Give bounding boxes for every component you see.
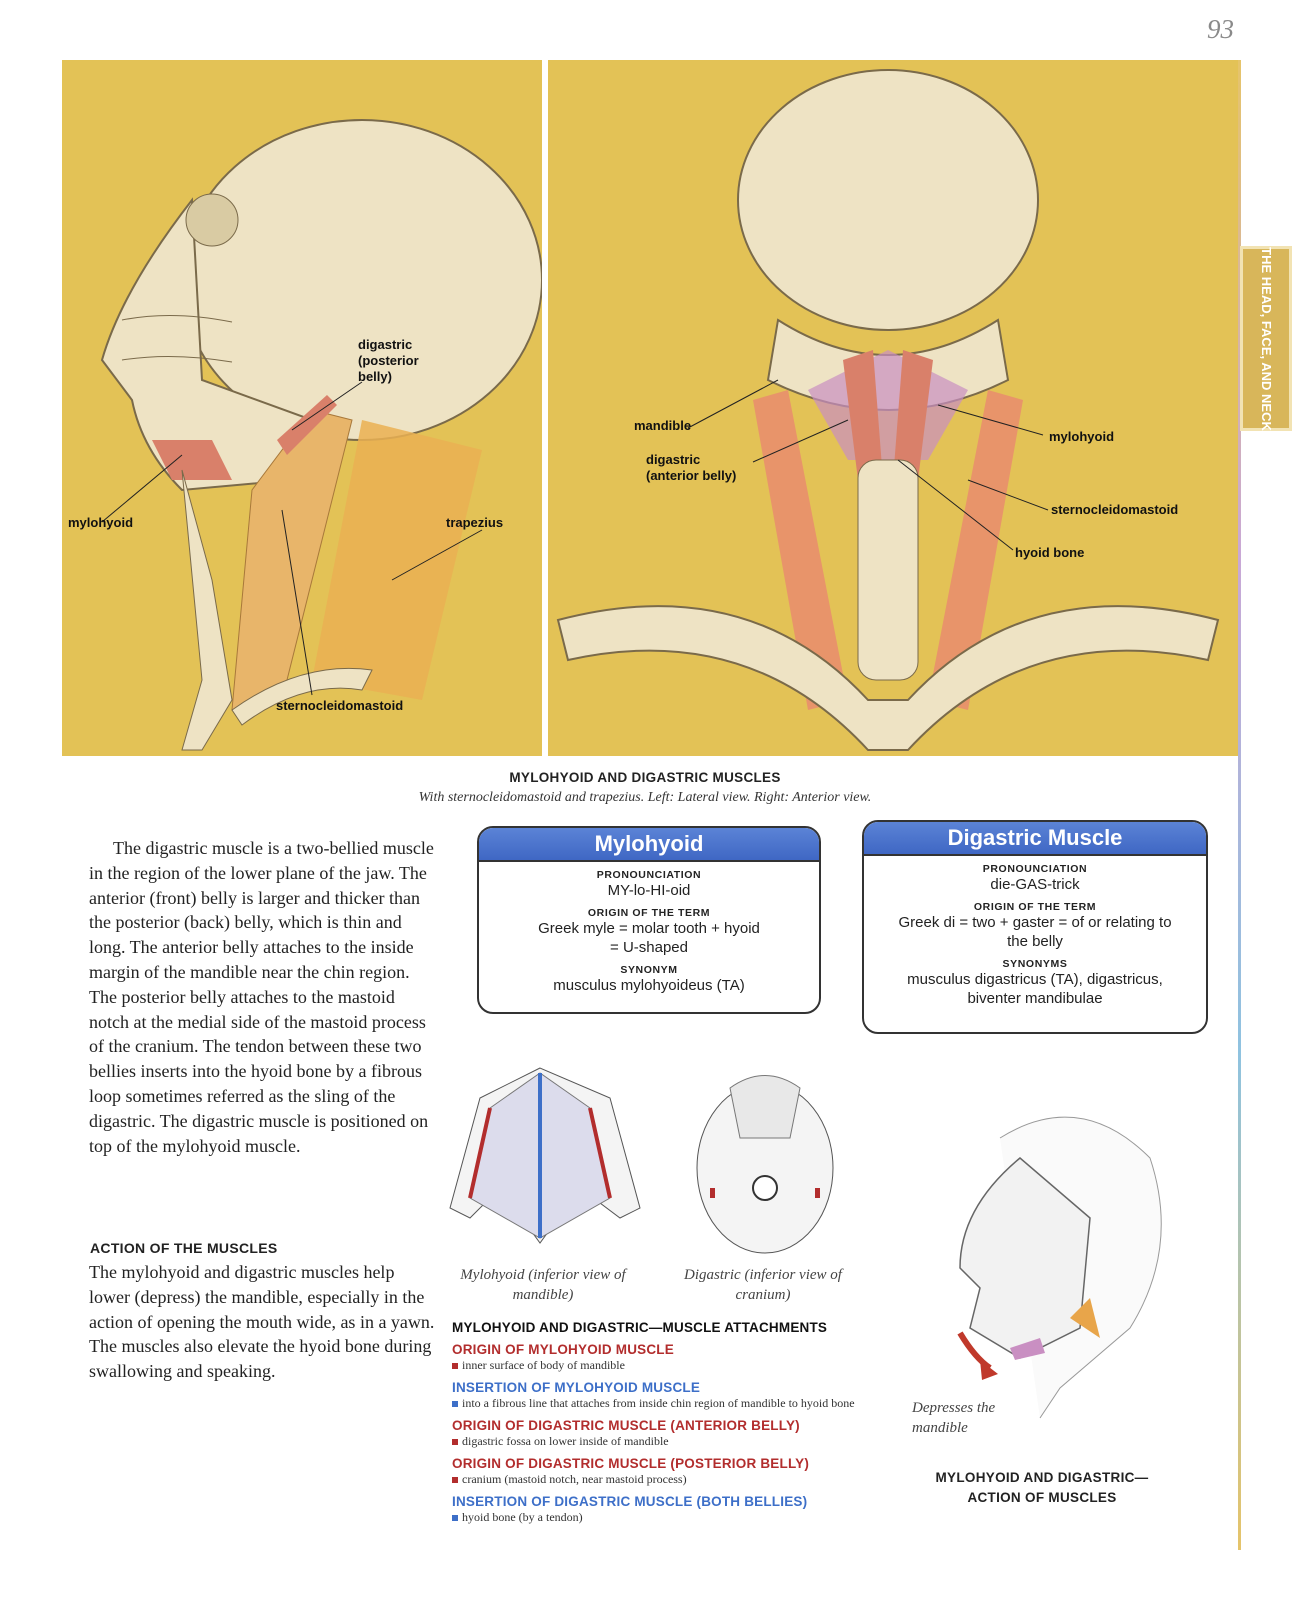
action-figure-caption: Depresses the mandible	[912, 1400, 996, 1436]
card-key: ORIGIN OF THE TERM	[587, 907, 711, 919]
origin-mylohyoid-heading: ORIGIN OF MYLOHYOID MUSCLE	[452, 1342, 674, 1357]
card-value: musculus digastricus (TA), digastricus, biventer mandibulae	[907, 971, 1163, 1007]
digastric-card-title: Digastric Muscle	[864, 822, 1206, 856]
action-figure-title: MYLOHYOID AND DIGASTRIC— ACTION OF MUSCLES	[935, 1470, 1149, 1505]
origin-mylohyoid-detail	[452, 1357, 882, 1373]
insertion-digastric-heading: INSERTION OF DIGASTRIC MUSCLE (BOTH BELLIES)	[452, 1494, 808, 1509]
attachments-title: MYLOHYOID AND DIGASTRIC—MUSCLE ATTACHMENTS	[452, 1320, 828, 1335]
card-value: Greek myle = molar tooth + hyoid = U-shaped	[538, 920, 760, 956]
attachments-section	[452, 1320, 882, 1525]
lateral-view-drawing	[62, 60, 542, 756]
insertion-digastric-detail	[452, 1509, 882, 1525]
top-figure-subtitle: With sternocleidomastoid and trapezius. Left: Lateral view. Right: Anterior view.	[418, 790, 872, 805]
card-key: PRONOUNCIATION	[596, 869, 702, 881]
label-sternocleidomastoid-right: sternocleidomastoid	[1051, 502, 1179, 517]
body-paragraph	[89, 836, 435, 1158]
card-key: SYNONYM	[620, 964, 678, 976]
digastric-figure-caption: Digastric (inferior view of cranium)	[684, 1267, 842, 1303]
attachment-text: cranium (mastoid notch, near mastoid process)	[462, 1472, 687, 1486]
origin-digastric-anterior-detail	[452, 1433, 882, 1449]
lateral-view-illustration	[62, 60, 542, 756]
label-mylohyoid-right: mylohyoid	[1049, 429, 1115, 444]
body-paragraph-text: The digastric muscle is a two-bellied muscle in the region of the lower plane of the jaw. The anterior (front) belly is larger and thicker than the posterior (back) belly, which is thin and long. The anterior belly attaches to the inside margin of the mandible near the chin region. The posterior belly attaches to the mastoid notch at the medial side of the mastoid process of the cranium. The tendon between these two bellies inserts into the hyoid bone by a fibrous loop sometimes referred as the sling of the digastric. The digastric muscle is positioned on top of the mylohyoid muscle.	[89, 838, 434, 1156]
label-mylohyoid-left: mylohyoid	[68, 515, 134, 530]
card-key: PRONOUNCIATION	[982, 863, 1088, 875]
label-digastric-posterior: digastric (posterior belly)	[358, 337, 419, 384]
chapter-tab-label: THE HEAD, FACE, AND NECK	[1259, 246, 1274, 431]
label-mandible: mandible	[634, 418, 692, 433]
mylohyoid-card-title: Mylohyoid	[479, 828, 819, 862]
origin-digastric-anterior-heading: ORIGIN OF DIGASTRIC MUSCLE (ANTERIOR BELLY)	[452, 1418, 800, 1433]
digastric-card	[862, 820, 1208, 1034]
label-trapezius: trapezius	[446, 515, 504, 530]
mylohyoid-inferior-figure	[440, 1058, 650, 1258]
digastric-inferior-figure	[690, 1058, 840, 1258]
origin-marker-icon	[452, 1363, 458, 1369]
insertion-marker-icon	[452, 1515, 458, 1521]
insertion-mylohyoid-heading: INSERTION OF MYLOHYOID MUSCLE	[452, 1380, 701, 1395]
origin-marker-icon	[452, 1477, 458, 1483]
top-figure-title: MYLOHYOID AND DIGASTRIC MUSCLES	[509, 770, 781, 785]
action-heading: ACTION OF THE MUSCLES	[90, 1240, 278, 1256]
attachment-text: inner surface of body of mandible	[462, 1358, 625, 1372]
anterior-view-illustration	[548, 60, 1238, 756]
card-value: Greek di = two + gaster = of or relating to the belly	[898, 914, 1172, 950]
label-sternocleidomastoid-left: sternocleidomastoid	[276, 698, 404, 713]
card-value: die-GAS-trick	[990, 876, 1080, 893]
mylohyoid-card	[477, 826, 821, 1014]
action-head-figure	[920, 1098, 1180, 1428]
card-key: SYNONYMS	[1002, 958, 1068, 970]
attachment-text: hyoid bone (by a tendon)	[462, 1510, 583, 1524]
card-value: musculus mylohyoideus (TA)	[553, 977, 745, 994]
action-paragraph: The mylohyoid and digastric muscles help lower (depress) the mandible, especially in the action of opening the mouth wide, as in a yawn. The muscles also elevate the hyoid bone during swallowing and speaking.	[89, 1262, 435, 1382]
attachment-text: into a fibrous line that attaches from inside chin region of mandible to hyoid bone	[462, 1396, 855, 1410]
label-hyoid-bone: hyoid bone	[1015, 545, 1085, 560]
mylohyoid-figure-caption: Mylohyoid (inferior view of mandible)	[460, 1267, 626, 1303]
page-number: 93	[1207, 14, 1234, 44]
insertion-marker-icon	[452, 1401, 458, 1407]
card-value: MY-lo-HI-oid	[607, 882, 691, 899]
anterior-view-drawing	[548, 60, 1238, 756]
label-digastric-anterior: digastric (anterior belly)	[646, 452, 737, 483]
attachment-text: digastric fossa on lower inside of mandible	[462, 1434, 669, 1448]
chapter-tab[interactable]	[1240, 246, 1292, 431]
insertion-mylohyoid-detail	[452, 1395, 882, 1411]
origin-digastric-posterior-heading: ORIGIN OF DIGASTRIC MUSCLE (POSTERIOR BELLY)	[452, 1456, 810, 1471]
card-key: ORIGIN OF THE TERM	[973, 901, 1097, 913]
origin-digastric-posterior-detail	[452, 1471, 882, 1487]
origin-marker-icon	[452, 1439, 458, 1445]
